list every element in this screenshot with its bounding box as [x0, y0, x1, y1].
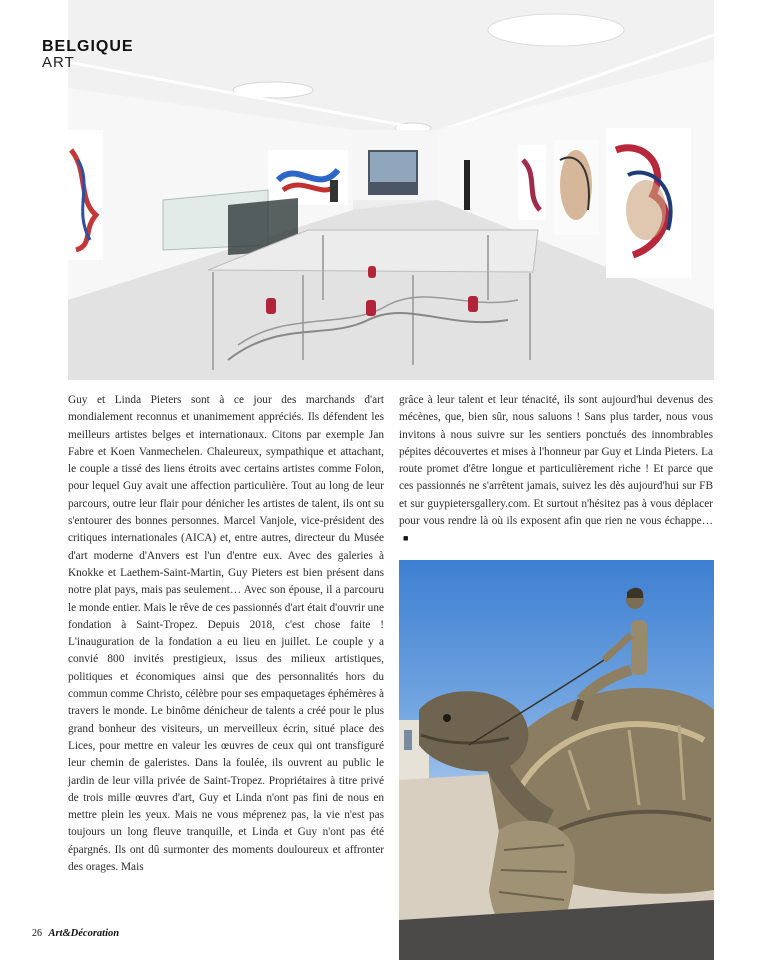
- section-category: ART: [42, 54, 75, 71]
- section-header: [42, 38, 134, 71]
- turtle-sculpture-photo: [399, 560, 714, 960]
- article-left-column: [68, 392, 384, 876]
- page-footer: [32, 928, 119, 939]
- section-country: BELGIQUE: [42, 38, 134, 55]
- end-of-article-mark: ■: [403, 533, 409, 544]
- magazine-name: Art&Décoration: [48, 928, 120, 939]
- article-right-column: [399, 392, 713, 548]
- page-number: 26: [32, 928, 42, 939]
- gallery-interior-photo: [68, 0, 714, 380]
- article-right-text: grâce à leur talent et leur ténacité, ils sont aujourd'hui devenus des mécènes, que, bien sûr, nous saluons ! Sans plus tarder, nous vous invitons à nous suivre sur les sentiers ponctués des innombrables pépites découvertes et mises à l'honneur par Guy et Linda Pieters. La route promet d'être longue et particulièrement riche ! Et parce que ces passionnés ne s'arrêtent jamais, suivez les dès aujourd'hui sur FB et sur guypietersgallery.com. Et surtout n'hésitez pas à vous déplacer pour vous rendre là où ils exposent afin que rien ne vous échappe…: [399, 394, 713, 528]
- article-left-text: Guy et Linda Pieters sont à ce jour des marchands d'art mondialement reconnus et unanimement appréciés. Ils défendent les meilleurs artistes belges et internationaux. Citons par exemple Jan Fabre et Koen Vanmechelen. Chaleureux, sympathique et attachant, le couple a tissé des liens étroits avec certains artistes comme Folon, pour lequel Guy avait une affection particulière. Tout au long de leur parcours, outre leur flair pour dénicher les artistes de talent, ils ont su s'entourer des bonnes personnes. Marcel Vanjole, vice-président des critiques internationales (AICA) et, entre autres, directeur du Musée d'art moderne d'Anvers est l'un d'entre eux. Avec des galeries à Knokke et Laethem-Saint-Martin, Guy Pieters est bien présent dans notre plat pays, mais pas seulement… Avec son épouse, il a parcouru le monde entier. Mais le rêve de ces passionnés d'art était d'ouvrir une fondation à Saint-Tropez. Depuis 2018, c'est chose faite ! L'inauguration de la fondation a eu lieu en juillet. Le couple y a convié 800 invités prestigieux, issus des milieux artistiques, politiques et économiques ainsi que des personnalités hors du commun comme Christo, célèbre pour ses empaquetages éphémères à travers le monde. Le binôme dénicheur de talents a créé pour le plus grand bonheur des visiteurs, un merveilleux écrin, situé place des Lices, pour mettre en valeur les œuvres de ceux qui ont transfiguré leur chemin de galeristes. Dans la foulée, ils ouvrent au public le jardin de leur villa privée de Saint-Tropez. Propriétaires à titre privé de trois mille œuvres d'art, Guy et Linda n'ont pas fini de nous en mettre plein les yeux. Mais ne vous méprenez pas, la vie n'est pas toujours un long fleuve tranquille, et Linda et Guy n'ont pas été épargnés. Ils ont dû surmonter des moments douloureux et affronter des orages. Mais: [68, 394, 384, 874]
